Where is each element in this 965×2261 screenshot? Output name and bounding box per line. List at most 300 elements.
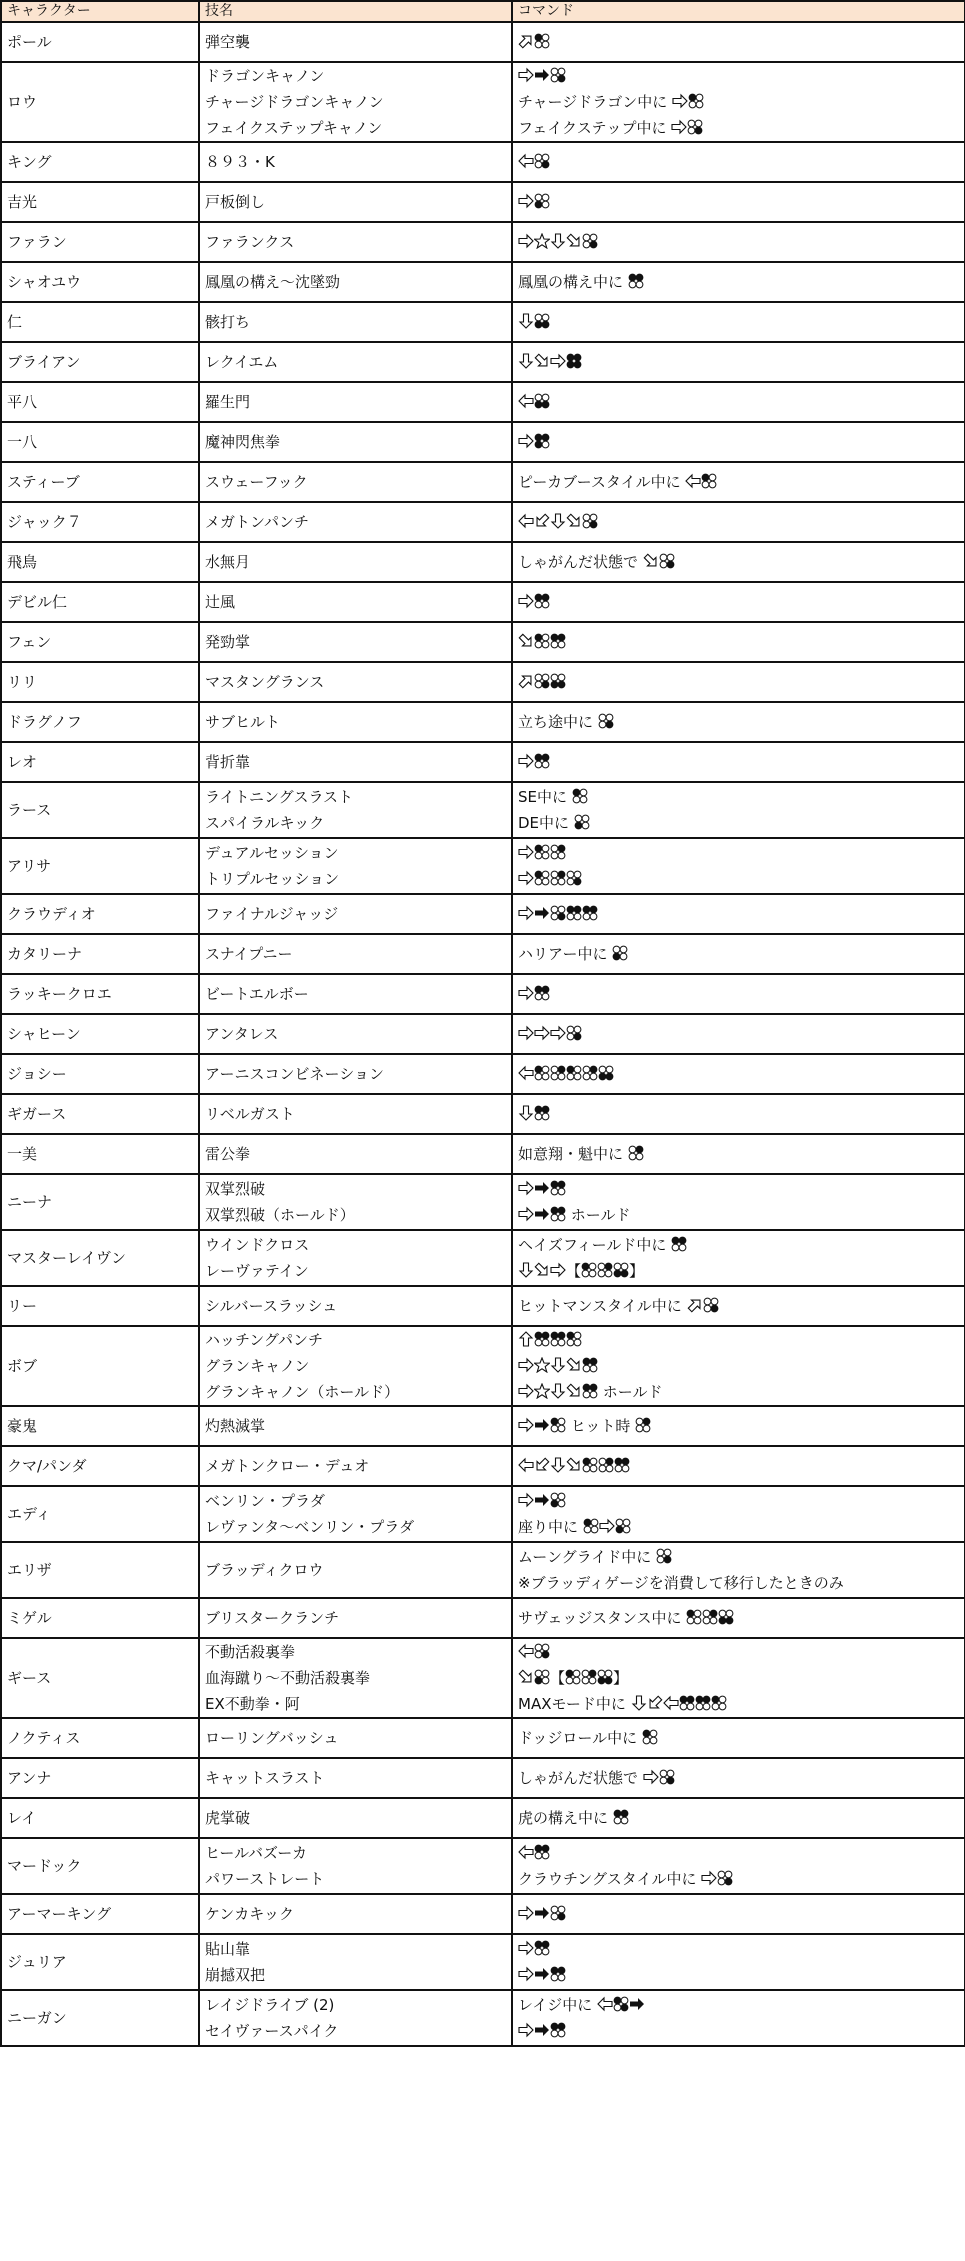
move-name: ヒールバズーカ xyxy=(205,1844,308,1862)
button-combo-icon xyxy=(581,1669,597,1685)
command-line xyxy=(518,1936,959,1962)
table-row xyxy=(1,782,965,838)
command-cell xyxy=(512,1446,965,1486)
up-arrow-icon xyxy=(518,1331,534,1347)
command-line xyxy=(518,1665,959,1691)
button-combo-icon xyxy=(534,433,550,449)
button-combo-icon xyxy=(597,1262,613,1278)
table-row xyxy=(1,22,965,62)
button-combo-icon xyxy=(581,1262,597,1278)
character-cell: シャヒーン xyxy=(1,1014,199,1054)
move-name: ベンリン・プラダ xyxy=(205,1492,325,1510)
command-line xyxy=(518,1061,959,1087)
move-name: 背折靠 xyxy=(205,753,251,771)
button-combo-icon xyxy=(550,633,566,649)
command-line xyxy=(518,669,959,695)
move-name-cell xyxy=(199,1054,512,1094)
move-name: ローリングバッシュ xyxy=(205,1729,339,1747)
command-text: ホールド xyxy=(566,1206,631,1224)
down-forward-arrow-icon xyxy=(566,513,582,529)
forward-dash-arrow-icon xyxy=(534,1206,550,1222)
move-name: メガトンクロー・デュオ xyxy=(205,1457,370,1475)
forward-arrow-icon xyxy=(518,233,534,249)
button-combo-icon xyxy=(572,788,588,804)
button-combo-icon xyxy=(701,473,717,489)
character-cell: デビル仁 xyxy=(1,582,199,622)
command-cell xyxy=(512,182,965,222)
command-text: 】 xyxy=(613,1669,629,1687)
button-combo-icon xyxy=(550,673,566,689)
table-row xyxy=(1,1638,965,1718)
move-name-cell xyxy=(199,1486,512,1542)
move-name-cell xyxy=(199,302,512,342)
forward-arrow-icon xyxy=(518,905,534,921)
move-name-cell xyxy=(199,1014,512,1054)
command-cell xyxy=(512,934,965,974)
forward-arrow-icon xyxy=(550,1025,566,1041)
command-line xyxy=(518,469,959,495)
forward-arrow-icon xyxy=(518,753,534,769)
command-line xyxy=(518,1514,959,1540)
table-row xyxy=(1,1542,965,1598)
button-combo-icon xyxy=(550,1492,566,1508)
table-row xyxy=(1,1758,965,1798)
move-name: チャージドラゴンキャノン xyxy=(205,93,384,111)
move-name-cell xyxy=(199,1446,512,1486)
button-combo-icon xyxy=(628,1145,644,1161)
move-name: リベルガスト xyxy=(205,1105,295,1123)
character-cell: ジュリア xyxy=(1,1934,199,1990)
command-cell xyxy=(512,262,965,302)
table-row xyxy=(1,142,965,182)
command-line xyxy=(518,1691,959,1717)
button-combo-icon xyxy=(703,1297,719,1313)
button-combo-icon xyxy=(613,1996,629,2012)
forward-arrow-icon xyxy=(518,1417,534,1433)
table-row xyxy=(1,1286,965,1326)
character-cell: ポール xyxy=(1,22,199,62)
button-combo-icon xyxy=(550,1966,566,1982)
button-combo-icon xyxy=(718,1609,734,1625)
button-combo-icon xyxy=(534,673,550,689)
character-cell: クラウディオ xyxy=(1,894,199,934)
move-name-cell xyxy=(199,382,512,422)
move-name: 双掌烈破 xyxy=(205,1180,266,1198)
table-row xyxy=(1,582,965,622)
button-combo-icon xyxy=(534,1643,550,1659)
character-cell: ドラグノフ xyxy=(1,702,199,742)
forward-arrow-icon xyxy=(518,1180,534,1196)
button-combo-icon xyxy=(566,905,582,921)
command-cell xyxy=(512,1598,965,1638)
move-name-cell xyxy=(199,62,512,142)
table-row xyxy=(1,422,965,462)
down-back-arrow-icon xyxy=(534,513,550,529)
command-text: 座り中に xyxy=(518,1518,583,1536)
button-combo-icon xyxy=(612,945,628,961)
forward-arrow-icon xyxy=(518,1025,534,1041)
forward-arrow-icon xyxy=(671,119,687,135)
move-name: デュアルセッション xyxy=(205,844,339,862)
command-line xyxy=(518,1488,959,1514)
command-cell xyxy=(512,502,965,542)
button-combo-icon xyxy=(534,1940,550,1956)
down-forward-arrow-icon xyxy=(643,553,659,569)
move-name: スパイラルキック xyxy=(205,814,325,832)
button-combo-icon xyxy=(550,844,566,860)
move-name: 鳳凰の構え～沈墜勁 xyxy=(205,273,341,291)
table-row xyxy=(1,1798,965,1838)
button-combo-icon xyxy=(582,513,598,529)
command-line xyxy=(518,941,959,967)
move-name-cell xyxy=(199,662,512,702)
command-line xyxy=(518,1866,959,1892)
button-combo-icon xyxy=(550,2022,566,2038)
character-cell: 平八 xyxy=(1,382,199,422)
down-arrow-icon xyxy=(518,353,534,369)
button-combo-icon xyxy=(628,273,644,289)
up-forward-arrow-icon xyxy=(518,673,534,689)
button-combo-icon xyxy=(583,1518,599,1534)
command-text: サヴェッジスタンス中に xyxy=(518,1609,687,1627)
command-line xyxy=(518,589,959,615)
command-line xyxy=(518,349,959,375)
button-combo-icon xyxy=(550,1206,566,1222)
move-name: トリプルセッション xyxy=(205,870,340,888)
character-cell: 一八 xyxy=(1,422,199,462)
command-line xyxy=(518,229,959,255)
button-combo-icon xyxy=(582,1457,598,1473)
move-name-cell xyxy=(199,582,512,622)
character-cell: キング xyxy=(1,142,199,182)
button-combo-icon xyxy=(598,713,614,729)
move-name: シルバースラッシュ xyxy=(205,1297,338,1315)
move-name: 雷公拳 xyxy=(205,1145,251,1163)
button-combo-icon xyxy=(717,1870,733,1886)
command-text: MAXモード中に xyxy=(518,1695,631,1713)
forward-arrow-icon xyxy=(518,844,534,860)
move-name: 虎掌破 xyxy=(205,1809,251,1827)
button-combo-icon xyxy=(550,67,566,83)
button-combo-icon xyxy=(534,1844,550,1860)
character-cell: リリ xyxy=(1,662,199,702)
move-name-cell xyxy=(199,1798,512,1838)
move-name-cell xyxy=(199,422,512,462)
table-row xyxy=(1,182,965,222)
move-name-cell xyxy=(199,1174,512,1230)
button-combo-icon xyxy=(597,1669,613,1685)
character-cell: ロウ xyxy=(1,62,199,142)
move-name: 血海蹴り～不動活殺裏拳 xyxy=(205,1669,371,1687)
move-name-cell xyxy=(199,1134,512,1174)
back-arrow-icon xyxy=(518,1844,534,1860)
command-line xyxy=(518,389,959,415)
command-text: ヒット時 xyxy=(566,1417,636,1435)
up-forward-arrow-icon xyxy=(518,33,534,49)
character-cell: ノクティス xyxy=(1,1718,199,1758)
move-name-cell xyxy=(199,182,512,222)
command-cell xyxy=(512,894,965,934)
command-text: SE中に xyxy=(518,788,572,806)
character-cell: ギガース xyxy=(1,1094,199,1134)
table-row xyxy=(1,1014,965,1054)
table-row xyxy=(1,262,965,302)
command-text: ヒットマンスタイル中に xyxy=(518,1297,687,1315)
move-name: 水無月 xyxy=(205,553,251,571)
move-name: ドラゴンキャノン xyxy=(205,67,325,85)
button-combo-icon xyxy=(534,870,550,886)
move-name-cell xyxy=(199,1934,512,1990)
neutral-star-icon xyxy=(534,1357,550,1373)
forward-dash-arrow-icon xyxy=(534,1417,550,1433)
command-line xyxy=(518,1570,959,1596)
back-arrow-icon xyxy=(518,513,534,529)
command-cell xyxy=(512,1094,965,1134)
down-arrow-icon xyxy=(631,1695,647,1711)
move-name: ハッチングパンチ xyxy=(205,1331,324,1349)
move-name: セイヴァースパイク xyxy=(205,2022,339,2040)
move-name: レーヴァテイン xyxy=(205,1262,309,1280)
move-name-cell xyxy=(199,262,512,302)
forward-arrow-icon xyxy=(518,1905,534,1921)
character-cell: ラッキークロエ xyxy=(1,974,199,1014)
command-line xyxy=(518,709,959,735)
down-forward-arrow-icon xyxy=(566,233,582,249)
forward-dash-arrow-icon xyxy=(534,67,550,83)
command-cell xyxy=(512,1174,965,1230)
command-cell xyxy=(512,702,965,742)
command-cell xyxy=(512,742,965,782)
forward-arrow-icon xyxy=(550,1262,566,1278)
move-name: ファイナルジャッジ xyxy=(205,905,339,923)
button-combo-icon xyxy=(534,593,550,609)
button-combo-icon xyxy=(534,33,550,49)
move-name: ファランクス xyxy=(205,233,295,251)
command-line xyxy=(518,63,959,89)
button-combo-icon xyxy=(642,1729,658,1745)
button-combo-icon xyxy=(534,985,550,1001)
button-combo-icon xyxy=(534,1065,550,1081)
forward-dash-arrow-icon xyxy=(534,1492,550,1508)
command-cell xyxy=(512,1406,965,1446)
character-cell: スティーブ xyxy=(1,462,199,502)
character-cell: アリサ xyxy=(1,838,199,894)
command-cell xyxy=(512,782,965,838)
move-name: レイジドライブ (2) xyxy=(205,1996,335,2014)
forward-dash-arrow-icon xyxy=(534,1905,550,1921)
move-name-cell xyxy=(199,1598,512,1638)
move-name: サブヒルト xyxy=(205,713,281,731)
button-combo-icon xyxy=(534,844,550,860)
command-line xyxy=(518,1901,959,1927)
command-cell xyxy=(512,1718,965,1758)
move-name: 戸板倒し xyxy=(205,193,266,211)
move-name: フェイクステップキャノン xyxy=(205,119,383,137)
character-cell: アンナ xyxy=(1,1758,199,1798)
table-row xyxy=(1,622,965,662)
command-line xyxy=(518,1962,959,1988)
move-name: 灼熱滅掌 xyxy=(205,1417,266,1435)
move-name-cell xyxy=(199,1838,512,1894)
move-name: 骸打ち xyxy=(205,313,251,331)
back-arrow-icon xyxy=(518,393,534,409)
button-combo-icon xyxy=(566,353,582,369)
command-line xyxy=(518,549,959,575)
move-name-cell xyxy=(199,1094,512,1134)
table-row xyxy=(1,1934,965,1990)
move-name: スナイプニー xyxy=(205,945,293,963)
table-row xyxy=(1,1486,965,1542)
command-line xyxy=(518,115,959,141)
command-cell xyxy=(512,1054,965,1094)
move-name: ブラッディクロウ xyxy=(205,1561,324,1579)
move-name-cell xyxy=(199,1894,512,1934)
forward-arrow-icon xyxy=(534,1025,550,1041)
command-text: DE中に xyxy=(518,814,574,832)
down-forward-arrow-icon xyxy=(534,1262,550,1278)
command-line xyxy=(518,429,959,455)
command-cell xyxy=(512,1758,965,1798)
down-forward-arrow-icon xyxy=(566,1383,582,1399)
command-line xyxy=(518,89,959,115)
move-name-cell xyxy=(199,462,512,502)
command-text: ヘイズフィールド中に xyxy=(518,1236,672,1254)
command-line xyxy=(518,2018,959,2044)
character-cell: マードック xyxy=(1,1838,199,1894)
character-cell: フェン xyxy=(1,622,199,662)
button-combo-icon xyxy=(550,1065,566,1081)
command-line xyxy=(518,810,959,836)
button-combo-icon xyxy=(635,1417,651,1433)
command-line xyxy=(518,269,959,295)
table-row xyxy=(1,1718,965,1758)
character-cell: 吉光 xyxy=(1,182,199,222)
button-combo-icon xyxy=(550,905,566,921)
character-cell: マスターレイヴン xyxy=(1,1230,199,1286)
table-body xyxy=(1,22,965,2046)
character-cell: ギース xyxy=(1,1638,199,1718)
command-text: チャージドラゴン中に xyxy=(518,93,673,111)
button-combo-icon xyxy=(582,1065,598,1081)
forward-arrow-icon xyxy=(599,1518,615,1534)
command-line xyxy=(518,840,959,866)
button-combo-icon xyxy=(534,753,550,769)
character-cell: クマ/パンダ xyxy=(1,1446,199,1486)
button-combo-icon xyxy=(695,1695,711,1711)
forward-arrow-icon xyxy=(672,93,688,109)
button-combo-icon xyxy=(711,1695,727,1711)
command-line xyxy=(518,749,959,775)
command-line xyxy=(518,1413,959,1439)
button-combo-icon xyxy=(565,1669,581,1685)
forward-arrow-icon xyxy=(518,870,534,886)
button-combo-icon xyxy=(582,1357,598,1373)
command-text: ハリアー中に xyxy=(518,945,613,963)
command-line xyxy=(518,1725,959,1751)
move-name: レヴァンタ～ベンリン・プラダ xyxy=(205,1518,415,1536)
move-name: ウインドクロス xyxy=(205,1236,310,1254)
table-row xyxy=(1,222,965,262)
command-text: 如意翔・魁中に xyxy=(518,1145,628,1163)
move-name: 魔神閃焦拳 xyxy=(205,433,281,451)
button-combo-icon xyxy=(534,1669,550,1685)
down-forward-arrow-icon xyxy=(566,1357,582,1373)
back-arrow-icon xyxy=(518,1065,534,1081)
command-line xyxy=(518,1176,959,1202)
move-name-cell xyxy=(199,974,512,1014)
command-cell xyxy=(512,422,965,462)
button-combo-icon xyxy=(534,633,550,649)
move-name: 貼山靠 xyxy=(205,1940,251,1958)
button-combo-icon xyxy=(550,1417,566,1433)
character-cell: エリザ xyxy=(1,1542,199,1598)
header-command: コマンド xyxy=(512,1,965,22)
command-text: しゃがんだ状態で xyxy=(518,1769,643,1787)
command-cell xyxy=(512,974,965,1014)
forward-arrow-icon xyxy=(518,1940,534,1956)
command-cell xyxy=(512,1134,965,1174)
move-name-cell xyxy=(199,142,512,182)
move-name-cell xyxy=(199,782,512,838)
neutral-star-icon xyxy=(534,233,550,249)
move-name-cell xyxy=(199,1326,512,1406)
command-line xyxy=(518,1021,959,1047)
move-name: ケンカキック xyxy=(205,1905,294,1923)
move-name: 双掌烈破（ホールド） xyxy=(205,1206,355,1224)
button-combo-icon xyxy=(702,1609,718,1625)
table-row xyxy=(1,62,965,142)
down-arrow-icon xyxy=(518,313,534,329)
command-line xyxy=(518,1840,959,1866)
command-cell xyxy=(512,662,965,702)
table-row xyxy=(1,462,965,502)
move-name: キャットスラスト xyxy=(205,1769,325,1787)
button-combo-icon xyxy=(566,1331,582,1347)
button-combo-icon xyxy=(613,1809,629,1825)
forward-dash-arrow-icon xyxy=(534,2022,550,2038)
header-character: キャラクター xyxy=(1,1,199,22)
command-text: ホールド xyxy=(598,1383,663,1401)
command-cell xyxy=(512,582,965,622)
command-line xyxy=(518,629,959,655)
character-cell: 一美 xyxy=(1,1134,199,1174)
command-text: ムーングライド中に xyxy=(518,1548,656,1566)
command-text: フェイクステップ中に xyxy=(518,119,672,137)
move-name-cell xyxy=(199,1542,512,1598)
command-text: 虎の構え中に xyxy=(518,1809,613,1827)
command-line xyxy=(518,1141,959,1167)
button-combo-icon xyxy=(687,119,703,135)
command-line xyxy=(518,1327,959,1353)
move-name-cell xyxy=(199,934,512,974)
character-cell: カタリーナ xyxy=(1,934,199,974)
table-row xyxy=(1,1054,965,1094)
forward-dash-arrow-icon xyxy=(629,1996,645,2012)
move-name: アンタレス xyxy=(205,1025,279,1043)
table-row xyxy=(1,1990,965,2046)
command-cell xyxy=(512,542,965,582)
button-combo-icon xyxy=(614,1457,630,1473)
command-cell xyxy=(512,838,965,894)
forward-dash-arrow-icon xyxy=(534,1180,550,1196)
move-name: 発勁掌 xyxy=(205,633,251,651)
button-combo-icon xyxy=(659,553,675,569)
command-cell xyxy=(512,1486,965,1542)
down-arrow-icon xyxy=(518,1262,534,1278)
table-row xyxy=(1,1894,965,1934)
button-combo-icon xyxy=(550,1331,566,1347)
command-cell xyxy=(512,222,965,262)
